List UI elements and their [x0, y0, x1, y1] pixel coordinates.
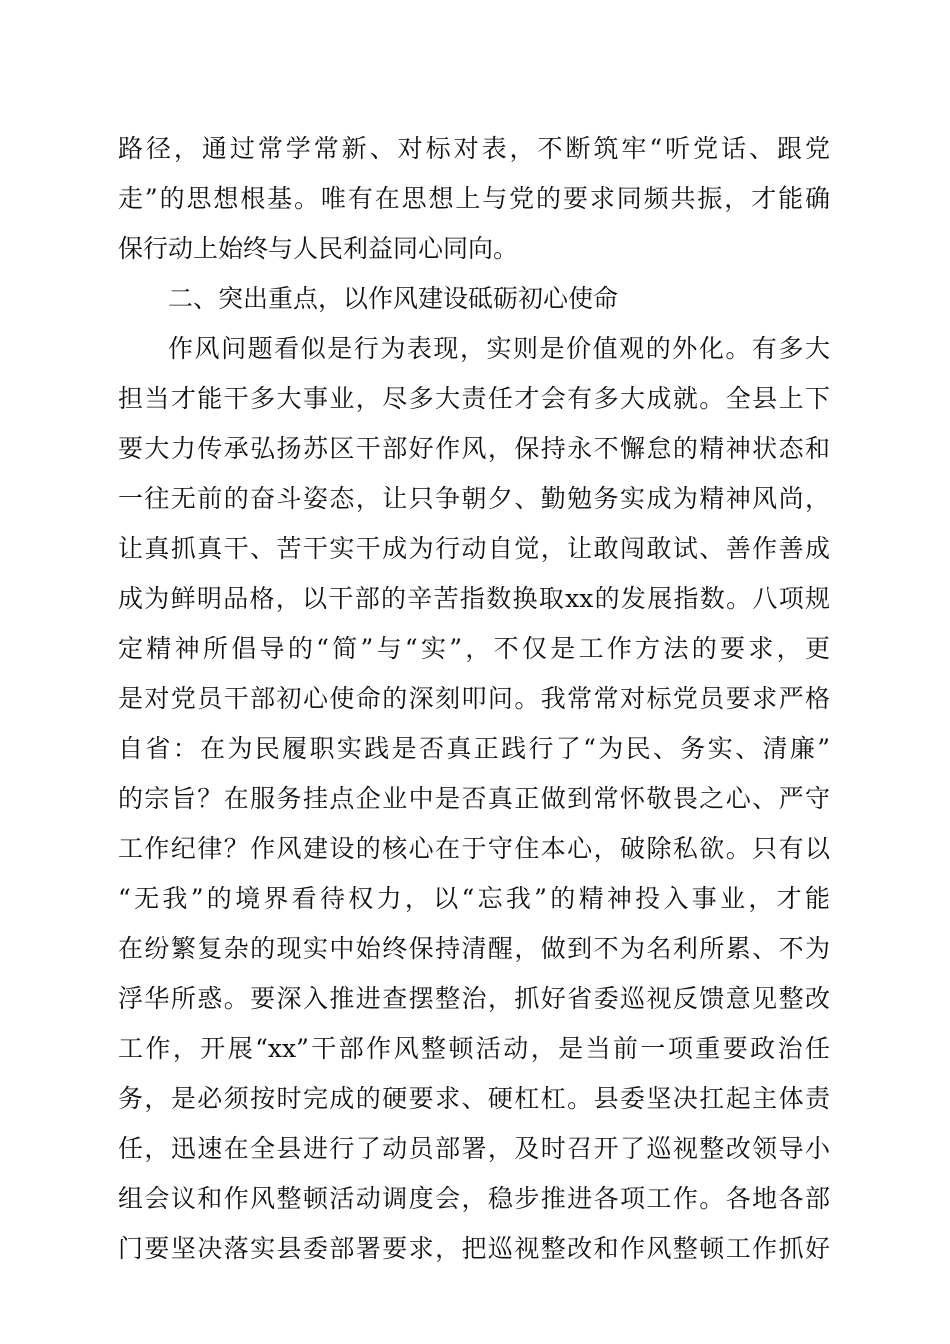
text-line: 的宗旨？在服务挂点企业中是否真正做到常怀敬畏之心、严守: [118, 784, 830, 813]
text-line: 任，迅速在全县进行了动员部署，及时召开了巡视整改领导小: [118, 1134, 830, 1163]
text-line: 定精神所倡导的“简”与“实”，不仅是工作方法的要求，更: [118, 634, 830, 663]
text-line: 成为鲜明品格，以干部的辛苦指数换取xx的发展指数。八项规: [118, 584, 830, 613]
text-line: 作风问题看似是行为表现，实则是价值观的外化。有多大: [168, 334, 830, 363]
text-line: 工作纪律？作风建设的核心在于守住本心，破除私欲。只有以: [118, 834, 830, 863]
text-line: 门要坚决落实县委部署要求，把巡视整改和作风整顿工作抓好: [118, 1234, 830, 1263]
section-heading: 二、突出重点，以作风建设砥砺初心使命: [168, 284, 619, 313]
text-line: 务，是必须按时完成的硬要求、硬杠杠。县委坚决扛起主体责: [118, 1084, 830, 1113]
text-line: 组会议和作风整顿活动调度会，稳步推进各项工作。各地各部: [118, 1184, 830, 1213]
text-line: 工作，开展“xx”干部作风整顿活动，是当前一项重要政治任: [118, 1034, 830, 1063]
text-line: 在纷繁复杂的现实中始终保持清醒，做到不为名利所累、不为: [118, 934, 830, 963]
text-line: 担当才能干多大事业，尽多大责任才会有多大成就。全县上下: [118, 384, 830, 413]
text-line: 浮华所惑。要深入推进查摆整治，抓好省委巡视反馈意见整改: [118, 984, 830, 1013]
text-line: 路径，通过常学常新、对标对表，不断筑牢“听党话、跟党: [118, 134, 830, 163]
text-line: 保行动上始终与人民利益同心同向。: [118, 234, 519, 263]
text-line: 走”的思想根基。唯有在思想上与党的要求同频共振，才能确: [118, 184, 830, 213]
text-line: 是对党员干部初心使命的深刻叩问。我常常对标党员要求严格: [118, 684, 830, 713]
text-line: 自省：在为民履职实践是否真正践行了“为民、务实、清廉”: [118, 734, 830, 763]
text-line: “无我”的境界看待权力，以“忘我”的精神投入事业，才能: [118, 884, 830, 913]
text-line: 要大力传承弘扬苏区干部好作风，保持永不懈怠的精神状态和: [118, 434, 830, 463]
text-line: 一往无前的奋斗姿态，让只争朝夕、勤勉务实成为精神风尚，: [118, 484, 830, 513]
text-line: 让真抓真干、苦干实干成为行动自觉，让敢闯敢试、善作善成: [118, 534, 830, 563]
